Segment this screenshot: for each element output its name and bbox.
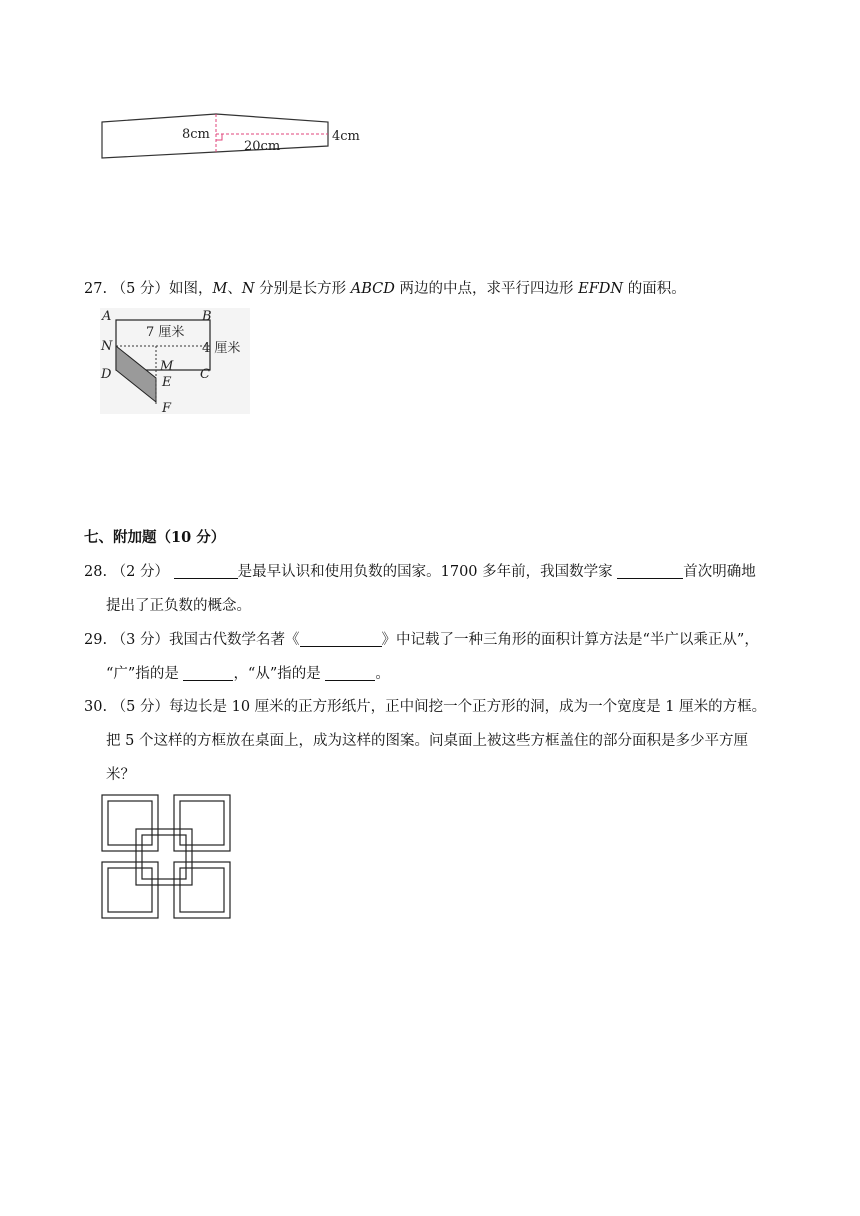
question-30-line1 xyxy=(84,697,766,717)
question-27 xyxy=(84,279,686,299)
q28-blank-mathematician[interactable] xyxy=(617,562,683,579)
q27-text-d: 的面积。 xyxy=(623,281,686,297)
q27-text-a: 如图， xyxy=(169,281,213,297)
q27-text-b: 分别是长方形 xyxy=(254,281,351,297)
question-30-line2: 把 5 个这样的方框放在桌面上，成为这样的图案。问桌面上被这些方框盖住的部分面积是多少平方厘 xyxy=(106,733,748,749)
q28-blank-country[interactable] xyxy=(174,562,238,579)
point-b-label: B xyxy=(202,309,212,324)
q29-number: 29. xyxy=(84,632,108,648)
right-height-label: 4cm xyxy=(332,129,360,144)
point-c-label: C xyxy=(200,367,210,382)
q29-blank-cong[interactable] xyxy=(325,664,375,681)
hexagon-shape xyxy=(102,114,328,158)
q27-text-c: 两边的中点，求平行四边形 xyxy=(394,281,579,297)
q29-line2-b: ，“从”指的是 xyxy=(233,666,326,682)
point-n-label: N xyxy=(101,339,113,354)
point-d-label: D xyxy=(101,367,112,382)
frame-top-left xyxy=(102,795,158,851)
q28-text-a: 是最早认识和使用负数的国家。1700 多年前，我国数学家 xyxy=(237,564,618,580)
q28-score: （2 分） xyxy=(111,564,170,580)
q29-text-b: 》中记载了一种三角形的面积计算方法是“半广以乘正从”， xyxy=(381,632,759,648)
q27-n: N xyxy=(241,281,255,297)
right-angle-mark xyxy=(216,134,222,140)
q29-text-a: 我国古代数学名著《 xyxy=(169,632,300,648)
point-e-label: E xyxy=(162,375,172,390)
frame-center xyxy=(136,829,192,885)
frame-bottom-left xyxy=(102,862,158,918)
question-29-line1 xyxy=(84,630,759,650)
q30-line1: 每边长是 10 厘米的正方形纸片，正中间挖一个正方形的洞，成为一个宽度是 1 厘米的方框。 xyxy=(169,699,767,715)
rectangle-figure xyxy=(96,306,256,418)
hexagon-figure xyxy=(96,112,366,164)
q27-abcd: ABCD xyxy=(350,281,395,297)
frame-bottom-right xyxy=(174,862,230,918)
point-m-label: M xyxy=(160,359,174,374)
q30-number: 30. xyxy=(84,699,108,715)
width-label: 7 厘米 xyxy=(146,325,185,340)
section-7-title: 七、附加题（10 分） xyxy=(84,529,226,546)
q29-line2-a: “广”指的是 xyxy=(106,666,184,682)
left-height-label: 8cm xyxy=(182,127,210,142)
q30-score: （5 分） xyxy=(111,699,170,715)
q28-text-b: 首次明确地 xyxy=(683,564,756,580)
frame-top-right xyxy=(174,795,230,851)
q29-score: （3 分） xyxy=(111,632,170,648)
question-30-line3: 米？ xyxy=(106,767,135,783)
q27-m: M xyxy=(212,281,228,297)
q27-score: （5 分） xyxy=(111,281,170,297)
point-f-label: F xyxy=(162,401,172,416)
five-frames-figure xyxy=(98,792,234,922)
height-label: 4 厘米 xyxy=(202,341,241,356)
question-29-line2 xyxy=(106,664,390,684)
q29-blank-book[interactable] xyxy=(300,630,382,647)
question-28-line2: 提出了正负数的概念。 xyxy=(106,598,251,614)
question-28-line1 xyxy=(84,562,756,582)
length-label: 20cm xyxy=(244,139,281,154)
q28-number: 28. xyxy=(84,564,108,580)
point-a-label: A xyxy=(102,309,112,324)
q27-sep: 、 xyxy=(227,281,242,297)
q29-blank-guang[interactable] xyxy=(183,664,233,681)
q27-number: 27. xyxy=(84,281,108,297)
q29-line2-c: 。 xyxy=(375,666,390,682)
q27-efdn: EFDN xyxy=(578,281,624,297)
